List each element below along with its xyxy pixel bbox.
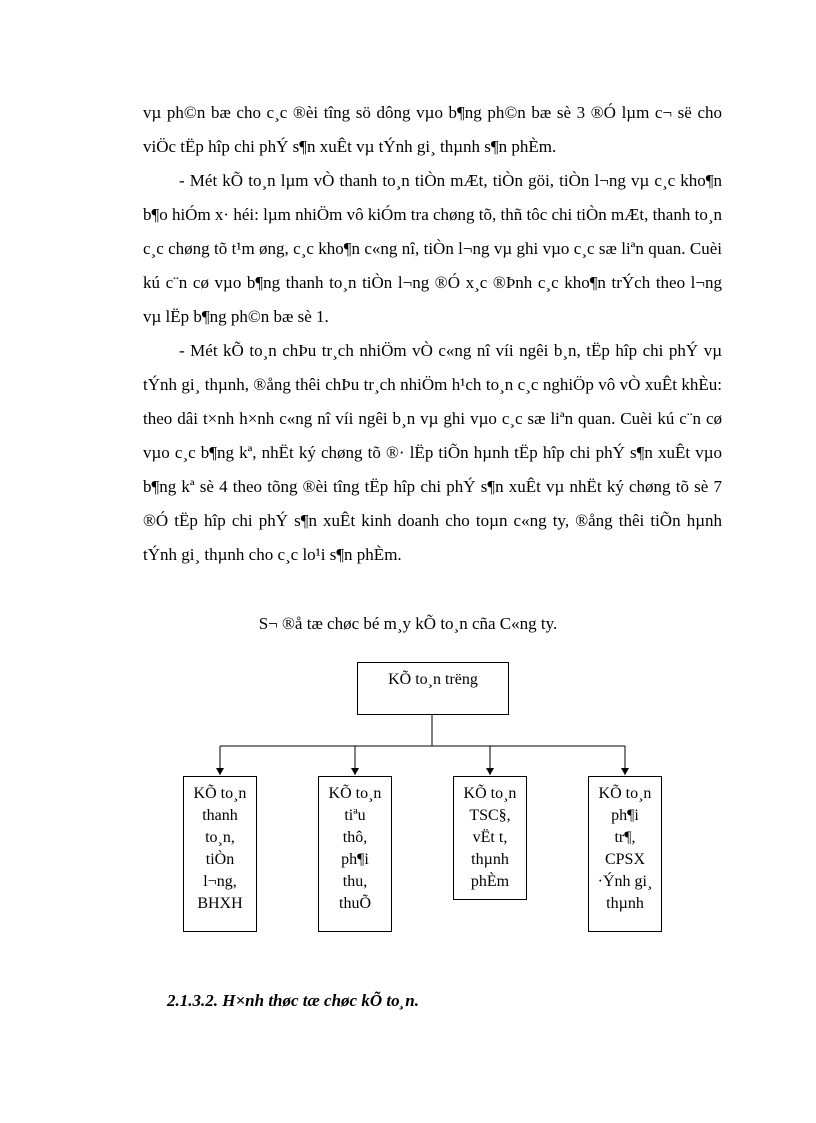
box-line: thu, xyxy=(342,873,368,890)
accountant-box xyxy=(183,776,257,932)
box-line: to¸n, xyxy=(205,829,235,846)
box-line: KÕ to¸n xyxy=(463,785,517,802)
box-line: KÕ to¸n xyxy=(193,785,247,802)
box-line: CPSX xyxy=(604,851,646,868)
accountant-box xyxy=(453,776,527,900)
box-line: tr¶, xyxy=(614,829,636,846)
paragraph: vµ ph©n bæ cho c¸c ®èi tîng sö dông vµo b¶ng ph©n bæ sè 3 ®Ó lµm c¬ së cho viÖc tËp hîp chi phÝ s¶n xuÊt vµ tÝnh gi¸ thµnh s¶n phÈm. xyxy=(143,103,722,156)
box-line: thµnh xyxy=(471,851,509,868)
box-line: thµnh xyxy=(606,895,644,912)
box-line: KÕ to¸n xyxy=(598,785,652,802)
box-line: thanh xyxy=(202,807,238,824)
paragraph: - Mét kÕ to¸n lµm vÒ thanh to¸n tiÒn mÆt, tiÒn göi, tiÒn l¬ng vµ c¸c kho¶n b¶o hiÓm x· héi: lµm nhiÖm vô kiÓm tra chøng tõ, thñ tôc chi tiÒn mÆt, thanh to¸n c¸c chøng tõ t¹m øng, c¸c kho¶n c«ng nî, tiÒn l¬ng vµ ghi vµo c¸c sæ liªn quan. Cuèi kú c¨n cø vµo b¶ng thanh to¸n tiÒn l¬ng ®Ó x¸c ®Þnh c¸c kho¶n trÝch theo l¬ng vµ lËp b¶ng ph©n bæ sè 1. xyxy=(143,171,722,326)
box-line: TSC§, xyxy=(469,807,511,824)
box-line: KÕ to¸n xyxy=(328,785,382,802)
box-line: tiªu xyxy=(344,807,366,824)
diagram-caption: S¬ ®å tæ chøc bé m¸y kÕ to¸n cña C«ng ty. xyxy=(258,614,558,633)
chief-accountant-box: KÕ to¸n trëng xyxy=(357,662,509,715)
section-heading: 2.1.3.2. H×nh thøc tæ chøc kÕ to¸n. xyxy=(167,991,419,1010)
accountant-box xyxy=(588,776,662,932)
box-line: l¬ng, xyxy=(203,873,237,890)
box-line: ph¶i xyxy=(611,807,639,824)
accountant-box xyxy=(318,776,392,932)
box-line: ph¶i xyxy=(341,851,369,868)
box-line: BHXH xyxy=(197,895,243,912)
box-line: thuÕ xyxy=(339,895,371,912)
box-line: phÈm xyxy=(470,873,510,890)
box-line: thô, xyxy=(342,829,368,846)
box-line: ·Ýnh gi¸ xyxy=(597,873,653,890)
box-line: vËt t, xyxy=(472,829,508,846)
box-line: tiÒn xyxy=(205,851,235,868)
paragraph: - Mét kÕ to¸n chÞu tr¸ch nhiÖm vÒ c«ng nî víi ngêi b¸n, tËp hîp chi phÝ vµ tÝnh gi¸ thµnh, ®ång thêi chÞu tr¸ch nhiÖm h¹ch to¸n c¸c nghiÖp vô vÒ xuÊt khÈu: theo dâi t×nh h×nh c«ng nî víi ngêi b¸n vµ ghi vµo c¸c sæ liªn quan. Cuèi kú c¨n cø vµo c¸c b¶ng kª, nhËt ký chøng tõ ®· lËp tiÕn hµnh tËp hîp chi phÝ s¶n xuÊt vµo b¶ng kª sè 4 theo tõng ®èi tîng tËp hîp chi phÝ s¶n xuÊt vµ nhËt ký chøng tõ sè 7 ®Ó tËp hîp chi phÝ s¶n xuÊt kinh doanh cho toµn c«ng ty, ®ång thêi tiÕn hµnh tÝnh gi¸ thµnh cho c¸c lo¹i s¶n phÈm. xyxy=(143,341,722,564)
